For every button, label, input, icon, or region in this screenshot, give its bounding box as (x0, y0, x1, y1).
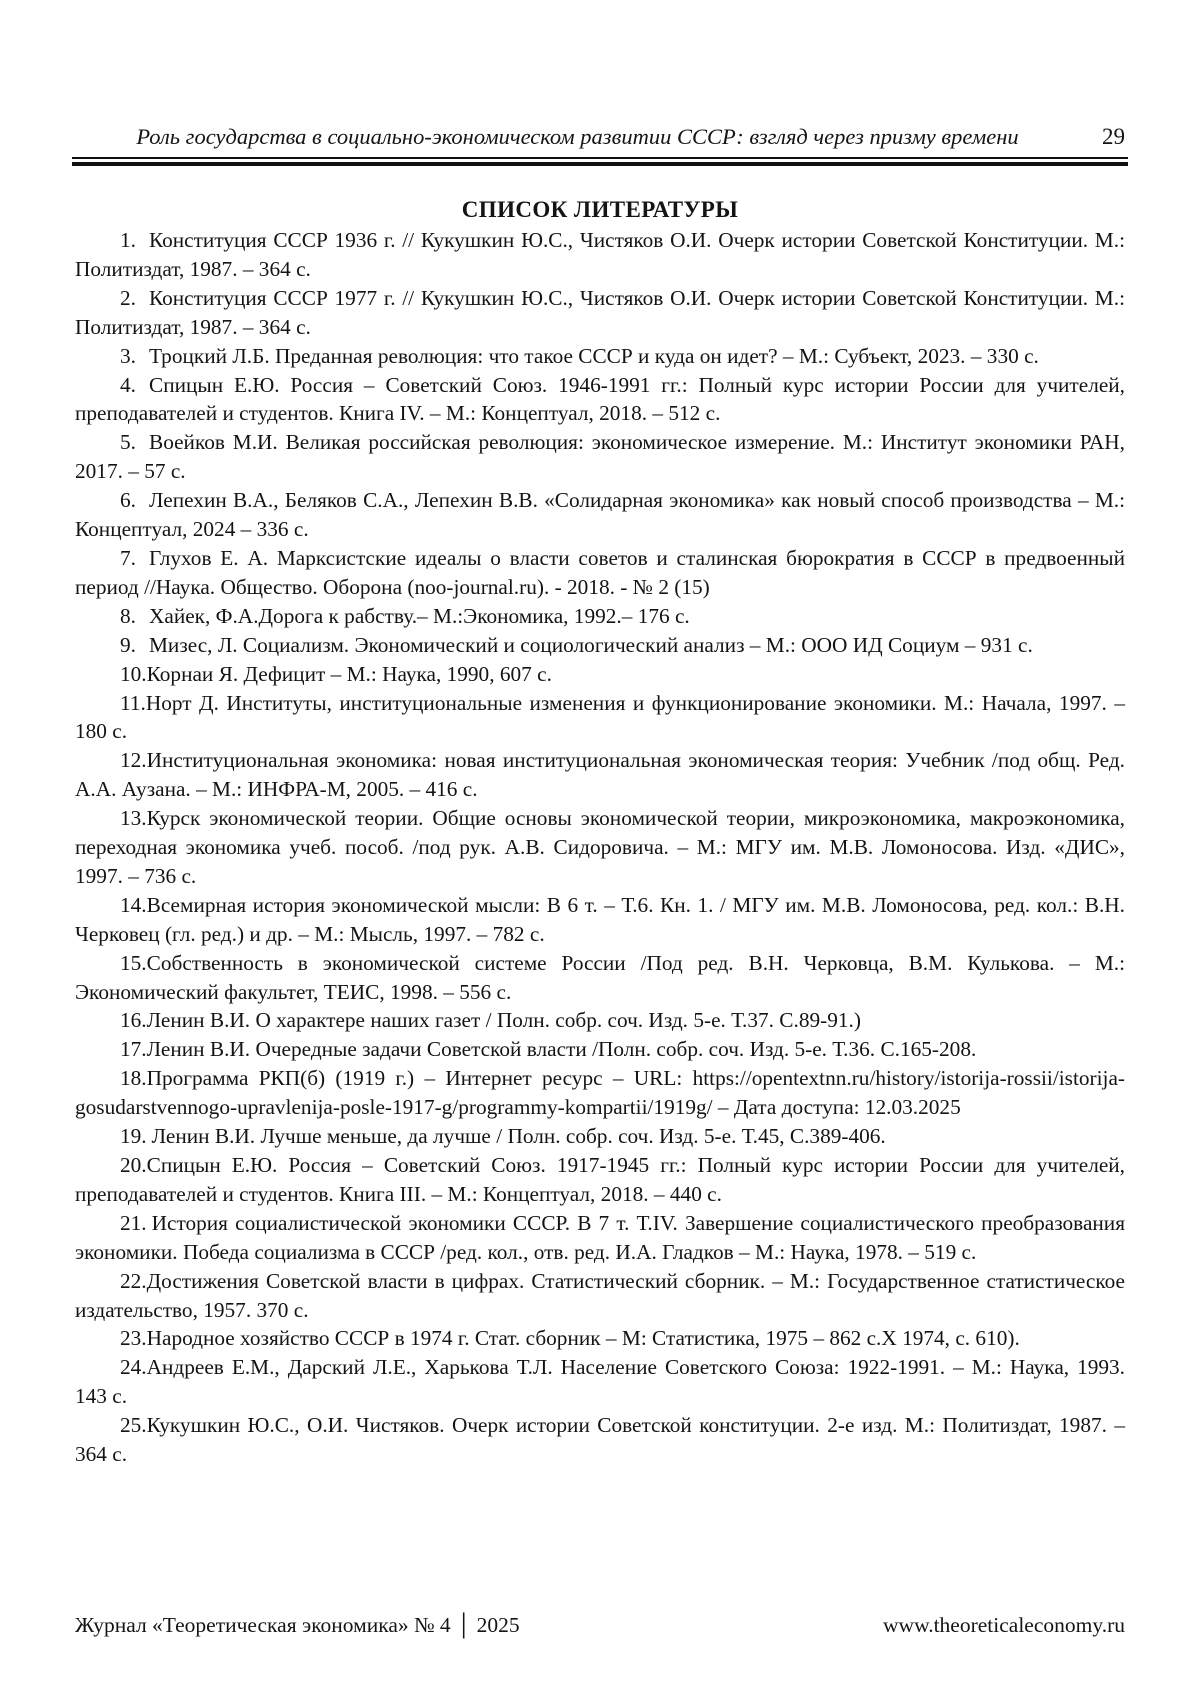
bibliography-entry (75, 660, 1125, 689)
bibliography-entry (75, 342, 1125, 371)
entry-text: История социалистической экономики СССР. В 7 т. Т.IV. Завершение социалистического преобразования экономики. Победа социализма в СССР /ред. кол., отв. ред. И.А. Гладков – М.: Наука, 1978. – 519 с. (75, 1210, 1125, 1264)
entry-number: 21. (120, 1210, 147, 1235)
entry-text: Кукушкин Ю.С., О.И. Чистяков. Очерк истории Советской конституции. 2-е изд. М.: Политиздат, 1987. – 364 с. (75, 1413, 1125, 1467)
entry-text: Конституция СССР 1936 г. // Кукушкин Ю.С., Чистяков О.И. Очерк истории Советской Конституции. М.: Политиздат, 1987. – 364 с. (75, 228, 1125, 281)
bibliography-entry (75, 891, 1125, 949)
bibliography-list (75, 226, 1125, 1469)
bibliography-entry (75, 1122, 1125, 1151)
bibliography-entry (75, 1064, 1125, 1122)
website-url: www.theoreticaleconomy.ru (883, 1613, 1125, 1637)
header-rule (72, 157, 1128, 166)
entry-number: 23. (120, 1326, 147, 1351)
entry-number: 6. (120, 488, 136, 513)
entry-text: Хайек, Ф.А.Дорога к рабству.– М.:Экономика, 1992.– 176 с. (148, 603, 690, 628)
entry-text: Троцкий Л.Б. Преданная революция: что такое СССР и куда он идет? – М.: Субъект, 2023. – 330 с. (148, 343, 1039, 368)
entry-text: Спицын Е.Ю. Россия – Советский Союз. 1946-1991 гг.: Полный курс истории России для учителей, преподавателей и студентов. Книга IV. – М.: Концептуал, 2018. – 512 с. (75, 372, 1125, 426)
entry-number: 2. (120, 285, 136, 310)
section-title: СПИСОК ЛИТЕРАТУРЫ (461, 197, 739, 223)
entry-text: Ленин В.И. О характере наших газет / Полн. собр. соч. Изд. 5-е. Т.37. С.89-91.) (146, 1008, 861, 1033)
bibliography-entry (75, 428, 1125, 486)
entry-text: Институциональная экономика: новая институциональная экономическая теория: Учебник /под общ. Ред. А.А. Аузана. – М.: ИНФРА-М, 2005. – 416 с. (75, 748, 1125, 802)
bibliography-entry (75, 631, 1125, 660)
entry-text: Норт Д. Институты, институциональные изменения и функционирование экономики. М.: Начала, 1997. – 180 с. (75, 690, 1125, 744)
entry-text: Достижения Советской власти в цифрах. Статистический сборник. – М.: Государственное статистическое издательство, 1957. 370 с. (75, 1268, 1125, 1322)
entry-text: Народное хозяйство СССР в 1974 г. Стат. сборник – М: Статистика, 1975 – 862 с.Х 1974, с. 610). (146, 1326, 1020, 1351)
entry-number: 1. (120, 228, 136, 252)
entry-number: 25. (120, 1413, 147, 1438)
entry-number: 16. (120, 1008, 147, 1033)
bibliography-entry (75, 544, 1125, 602)
entry-text: Собственность в экономической системе России /Под ред. В.Н. Черковца, В.М. Кулькова. – М.: Экономический факультет, ТЕИС, 1998. – 556 с. (75, 950, 1125, 1004)
entry-text: Мизес, Л. Социализм. Экономический и социологический анализ – М.: ООО ИД Социум – 931 с. (148, 632, 1033, 657)
bibliography-entry (75, 1267, 1125, 1325)
bibliography-entry (75, 226, 1125, 284)
entry-number: 7. (120, 545, 136, 570)
bibliography-entry (75, 1353, 1125, 1411)
entry-number: 17. (120, 1037, 147, 1062)
page-footer (75, 1613, 1125, 1638)
entry-number: 24. (120, 1355, 147, 1380)
bibliography-entry (75, 1209, 1125, 1267)
entry-number: 3. (120, 343, 136, 368)
entry-number: 4. (120, 372, 136, 397)
bibliography-entry (75, 804, 1125, 891)
bibliography-entry (75, 486, 1125, 544)
entry-number: 15. (120, 950, 147, 975)
entry-text: Спицын Е.Ю. Россия – Советский Союз. 1917-1945 гг.: Полный курс истории России для учителей, преподавателей и студентов. Книга III. – М.: Концептуал, 2018. – 440 с. (75, 1153, 1125, 1206)
bibliography-entry (75, 284, 1125, 342)
bibliography-entry (75, 689, 1125, 747)
bibliography-entry (75, 371, 1125, 429)
bibliography-entry (75, 602, 1125, 631)
entry-number: 19. (120, 1124, 147, 1149)
bibliography-entry (75, 1035, 1125, 1064)
entry-text: Конституция СССР 1977 г. // Кукушкин Ю.С., Чистяков О.И. Очерк истории Советской Конституции. М.: Политиздат, 1987. – 364 с. (75, 285, 1125, 339)
entry-number: 5. (120, 430, 136, 455)
entry-text: Воейков М.И. Великая российская революция: экономическое измерение. М.: Институт экономики РАН, 2017. – 57 с. (75, 430, 1125, 484)
entry-text: Программа РКП(б) (1919 г.) – Интернет ресурс – URL: https://opentextnn.ru/history/istorija-rossii/istorija-gosudarstvennogo-upravlenija-posle-1917-g/programmy-kompartii/1919g/ – Дата доступа: 12.03.2025 (75, 1066, 1125, 1120)
entry-text: Лепехин В.А., Беляков С.А., Лепехин В.В. «Солидарная экономика» как новый способ производства – М.: Концептуал, 2024 – 336 с. (75, 488, 1125, 542)
bibliography-entry (75, 746, 1125, 804)
entry-text: Корнаи Я. Дефицит – М.: Наука, 1990, 607 с. (146, 661, 552, 686)
page-number: 29 (1102, 124, 1125, 149)
bibliography-entry (75, 1006, 1125, 1035)
entry-number: 8. (120, 603, 136, 628)
running-title: Роль государства в социально-экономическом развитии СССР: взгляд через призму времени (136, 124, 1019, 149)
entry-number: 22. (120, 1268, 147, 1293)
page-header (75, 124, 1125, 150)
bibliography-entry (75, 1411, 1125, 1469)
entry-number: 10. (120, 661, 147, 686)
entry-text: Ленин В.И. Очередные задачи Советской власти /Полн. собр. соч. Изд. 5-е. Т.36. С.165-208. (146, 1037, 977, 1062)
entry-number: 18. (120, 1066, 147, 1091)
entry-text: Глухов Е. А. Марксистские идеалы о власти советов и сталинская бюрократия в СССР в предвоенный период //Наука. Общество. Оборона (noo-journal.ru). - 2018. - № 2 (15) (75, 545, 1125, 599)
entry-number: 11. (120, 690, 146, 715)
entry-number: 9. (120, 632, 136, 657)
entry-number: 12. (120, 748, 147, 773)
bibliography-entry (75, 949, 1125, 1007)
entry-text: Андреев Е.М., Дарский Л.Е., Харькова Т.Л. Население Советского Союза: 1922-1991. – М.: Наука, 1993. 143 с. (75, 1355, 1125, 1409)
entry-number: 20. (120, 1153, 147, 1177)
entry-text: Всемирная история экономической мысли: В 6 т. – Т.6. Кн. 1. / МГУ им. М.В. Ломоносова, ред. кол.: В.Н. Черковец (гл. ред.) и др. – М.: Мысль, 1997. – 782 с. (75, 892, 1125, 946)
entry-text: Ленин В.И. Лучше меньше, да лучше / Полн. собр. соч. Изд. 5-е. Т.45, С.389-406. (151, 1124, 886, 1149)
journal-name: Журнал «Теоретическая экономика» № 4 │ 2025 (75, 1613, 520, 1637)
entry-number: 13. (120, 806, 147, 831)
bibliography-entry (75, 1324, 1125, 1353)
entry-text: Курск экономической теории. Общие основы экономической теории, микроэкономика, макроэкономика, переходная экономика учеб. пособ. /под рук. А.В. Сидоровича. – М.: МГУ им. М.В. Ломоносова. Изд. «ДИС», 1997. – 736 с. (75, 806, 1125, 888)
entry-number: 14. (120, 892, 147, 917)
bibliography-entry (75, 1151, 1125, 1209)
